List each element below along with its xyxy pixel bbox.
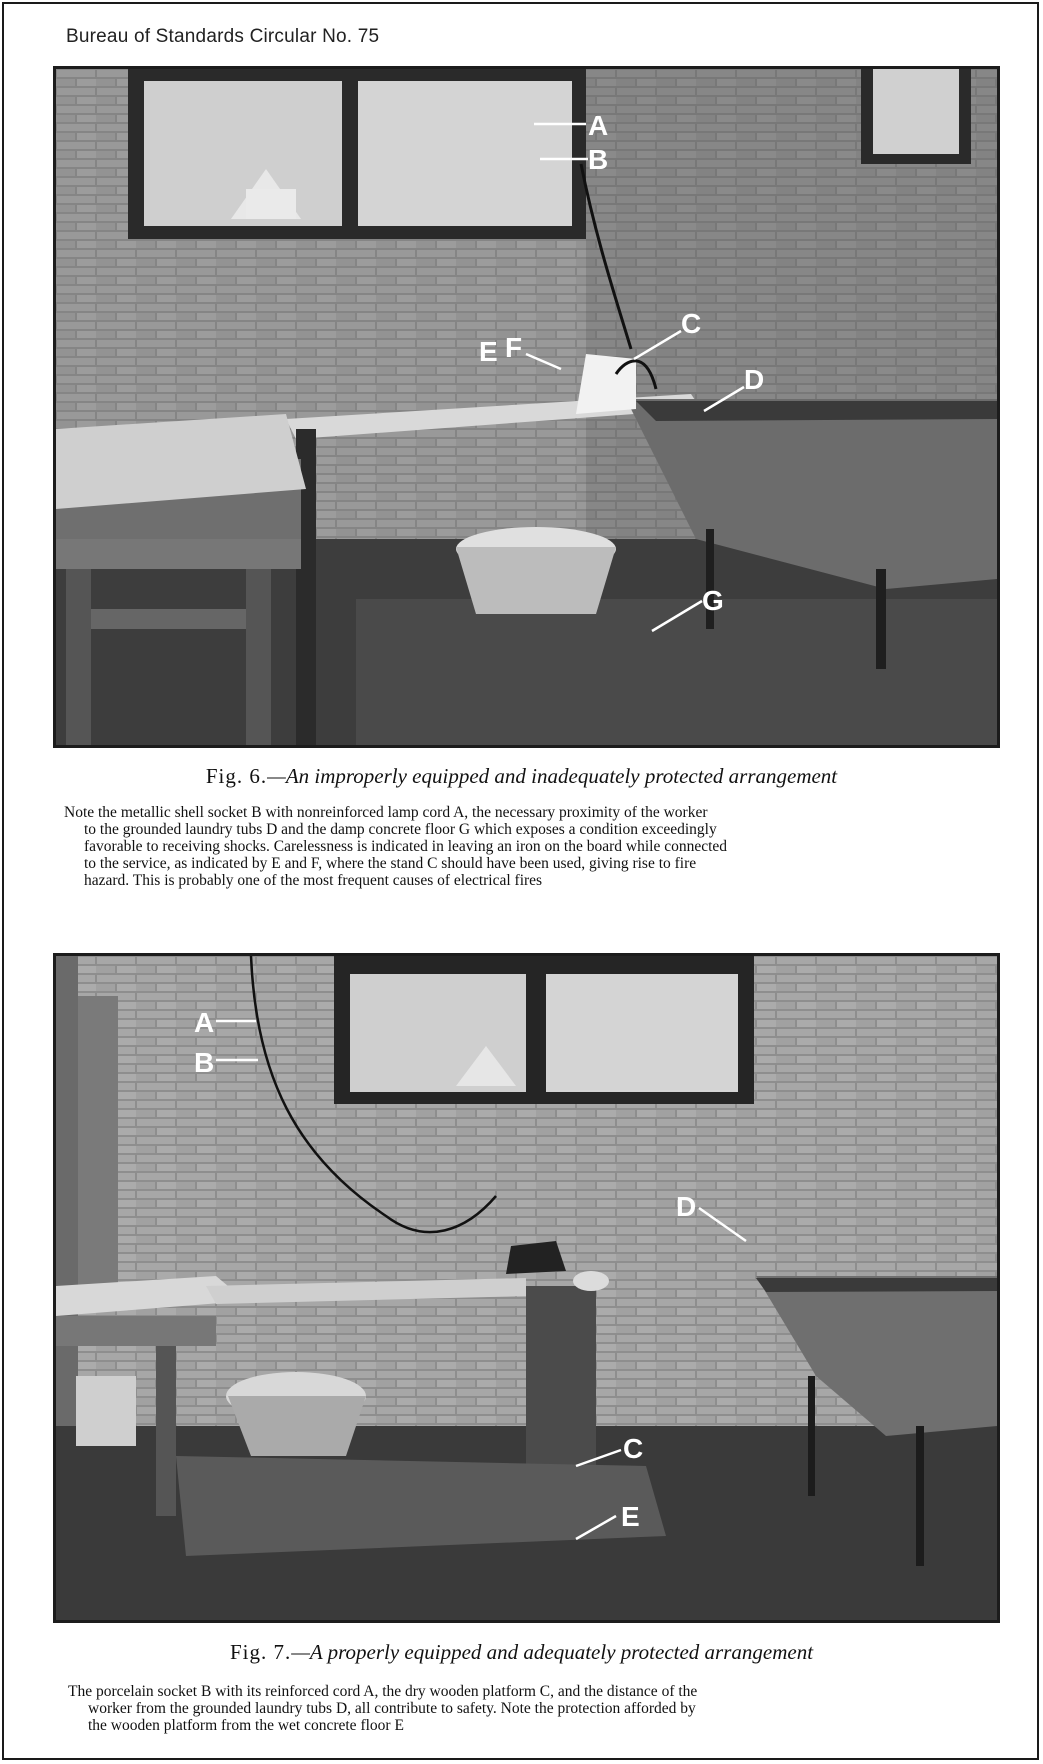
figure-6-title: Fig. 6.—An improperly equipped and inadequately protected arrangement — [205, 764, 838, 788]
figure-7-photo — [53, 953, 1000, 1623]
figure-6-label-e: E — [479, 336, 498, 367]
figure-6-caption-line: favorable to receiving shocks. Carelessness is indicated in leaving an iron on the board while connected — [84, 838, 728, 855]
figure-7-caption-line: worker from the grounded laundry tubs D, all contribute to safety. Note the protection afforded by — [88, 1700, 696, 1717]
figure-6-label-d: D — [744, 364, 765, 395]
figure-7-label-b: B — [194, 1047, 215, 1078]
figure-6-caption-line: to the service, as indicated by E and F, where the stand C should have been used, giving rise to fire — [84, 855, 697, 872]
figure-6-label-g: G — [702, 585, 724, 616]
figure-7-caption-line: the wooden platform from the wet concrete floor E — [88, 1717, 404, 1734]
figure-7-number: Fig. 7. — [229, 1640, 292, 1664]
figure-6-photo — [53, 66, 1000, 748]
figure-6-title-text: An improperly equipped and inadequately protected arrangement — [285, 764, 838, 788]
figure-7-label-a: A — [194, 1007, 215, 1038]
figure-6-caption — [64, 804, 980, 889]
figure-7-caption-line: The porcelain socket B with its reinforced cord A, the dry wooden platform C, and the distance of the — [68, 1683, 698, 1700]
figure-6-label-c: C — [681, 308, 702, 339]
running-header: Bureau of Standards Circular No. 75 — [66, 26, 380, 47]
figure-7-label-c: C — [623, 1433, 644, 1464]
figure-6-caption-line: Note the metallic shell socket B with nonreinforced lamp cord A, the necessary proximity of the worker — [64, 804, 708, 821]
figure-6-caption-line: hazard. This is probably one of the most frequent causes of electrical fires — [84, 872, 543, 889]
figure-7-title: Fig. 7.—A properly equipped and adequately protected arrangement — [229, 1640, 814, 1664]
figure-6-number: Fig. 6. — [205, 764, 268, 788]
figure-6-caption-line: to the grounded laundry tubs D and the damp concrete floor G which exposes a condition exceedingly — [84, 821, 717, 838]
figure-7-title-text: A properly equipped and adequately protected arrangement — [309, 1640, 814, 1664]
figure-6-label-b: B — [588, 144, 609, 175]
figure-7-label-e: E — [621, 1501, 640, 1532]
figure-6-label-a: A — [588, 110, 609, 141]
figure-7-caption — [68, 1683, 980, 1734]
figure-6-label-f: F — [505, 332, 523, 363]
figure-7-label-d: D — [676, 1191, 697, 1222]
